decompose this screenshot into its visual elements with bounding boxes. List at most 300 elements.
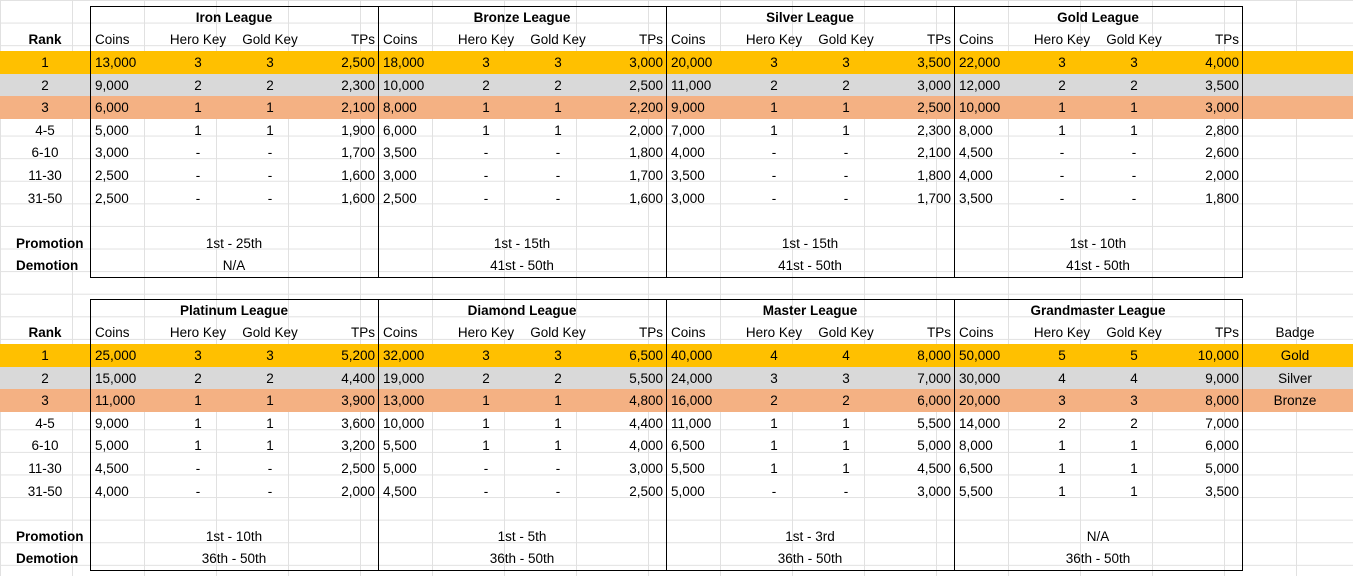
column-header[interactable]: TPs [638,32,663,48]
rank-cell[interactable]: 2 [41,370,49,386]
reward-cell[interactable]: 2,500 [95,190,129,206]
reward-cell[interactable]: 4,000 [959,167,993,183]
reward-cell[interactable]: - [483,167,489,183]
league-title[interactable]: Gold League [1057,9,1139,25]
column-header[interactable]: Hero Key [745,325,803,341]
reward-cell[interactable]: - [771,190,777,206]
reward-cell[interactable]: 1 [194,100,202,116]
league-title[interactable]: Iron League [195,9,273,25]
reward-cell[interactable]: 8,000 [959,122,993,138]
reward-cell[interactable]: 1 [554,438,562,454]
reward-cell[interactable]: 5,000 [671,483,705,499]
reward-cell[interactable]: - [1131,145,1137,161]
reward-cell[interactable]: - [771,483,777,499]
reward-cell[interactable]: 3 [770,370,778,386]
reward-cell[interactable]: 2 [1058,77,1066,93]
rank-cell[interactable]: 11-30 [28,460,62,476]
reward-cell[interactable]: - [843,145,849,161]
reward-cell[interactable]: - [843,190,849,206]
reward-cell[interactable]: 1 [842,122,850,138]
column-header[interactable]: Gold Key [242,325,298,341]
reward-cell[interactable]: 3,000 [671,190,705,206]
reward-cell[interactable]: 8,000 [383,100,417,116]
reward-cell[interactable]: 2,600 [1205,145,1239,161]
reward-cell[interactable]: 2,300 [341,77,375,93]
demotion-range[interactable]: 41st - 50th [490,258,554,274]
reward-cell[interactable]: 1 [554,393,562,409]
reward-cell[interactable]: 1 [266,393,274,409]
reward-cell[interactable]: 11,000 [671,77,712,93]
reward-cell[interactable]: 1 [266,100,274,116]
reward-cell[interactable]: 3 [554,347,562,363]
column-header[interactable]: Hero Key [1033,325,1091,341]
reward-cell[interactable]: 1,800 [629,145,663,161]
reward-cell[interactable]: 5,500 [383,438,417,454]
reward-cell[interactable]: - [555,145,561,161]
reward-cell[interactable]: 2 [266,370,274,386]
column-header[interactable]: Gold Key [1106,32,1162,48]
reward-cell[interactable]: 2 [770,77,778,93]
reward-cell[interactable]: 1 [1058,122,1066,138]
reward-cell[interactable]: 1 [554,415,562,431]
reward-cell[interactable]: 5,000 [95,122,129,138]
reward-cell[interactable]: 3,500 [383,145,417,161]
promotion-range[interactable]: N/A [1086,528,1110,544]
reward-cell[interactable]: 10,000 [1197,347,1239,363]
column-header[interactable]: Hero Key [457,32,515,48]
reward-cell[interactable]: 5,000 [383,460,417,476]
reward-cell[interactable]: 13,000 [383,393,425,409]
rank-cell[interactable]: 3 [41,100,49,116]
reward-cell[interactable]: 1 [1058,460,1066,476]
rank-cell[interactable]: 6-10 [31,438,59,454]
column-header[interactable]: Gold Key [242,32,298,48]
column-header[interactable]: Gold Key [818,32,874,48]
promotion-range[interactable]: 1st - 10th [1069,235,1127,251]
rank-cell[interactable]: 11-30 [28,167,62,183]
reward-cell[interactable]: 1 [770,415,778,431]
reward-cell[interactable]: - [267,167,273,183]
reward-cell[interactable]: 3 [1130,54,1138,70]
promotion-range[interactable]: 1st - 5th [497,528,547,544]
reward-cell[interactable]: 10,000 [383,77,425,93]
demotion-range[interactable]: 36th - 50th [201,551,267,567]
reward-cell[interactable]: 1,700 [629,167,663,183]
column-header[interactable]: TPs [926,32,951,48]
reward-cell[interactable]: 6,000 [383,122,417,138]
column-header[interactable]: Hero Key [169,32,227,48]
reward-cell[interactable]: 1 [1130,122,1138,138]
reward-cell[interactable]: 1 [770,122,778,138]
column-header[interactable]: Coins [95,325,130,341]
reward-cell[interactable]: 4,500 [959,145,993,161]
reward-cell[interactable]: 4 [1130,370,1138,386]
reward-cell[interactable]: 3 [266,347,274,363]
reward-cell[interactable]: 3,000 [95,145,129,161]
reward-cell[interactable]: 3 [482,54,490,70]
reward-cell[interactable]: 6,000 [95,100,129,116]
reward-cell[interactable]: 1,700 [341,145,375,161]
reward-cell[interactable]: 10,000 [959,100,1001,116]
reward-cell[interactable]: 3 [554,54,562,70]
league-title[interactable]: Master League [762,302,858,318]
reward-cell[interactable]: 3,500 [671,167,705,183]
reward-cell[interactable]: 4,500 [95,460,129,476]
reward-cell[interactable]: 1 [266,415,274,431]
reward-cell[interactable]: - [555,190,561,206]
reward-cell[interactable]: 4,000 [95,483,129,499]
reward-cell[interactable]: 3 [266,54,274,70]
demotion-label[interactable]: Demotion [16,551,79,567]
reward-cell[interactable]: 3,000 [629,460,663,476]
reward-cell[interactable]: 5,500 [671,460,705,476]
reward-cell[interactable]: 13,000 [95,54,137,70]
reward-cell[interactable]: 11,000 [671,415,712,431]
reward-cell[interactable]: 1 [1130,483,1138,499]
rank-cell[interactable]: 31-50 [27,483,63,499]
reward-cell[interactable]: 1 [1058,483,1066,499]
reward-cell[interactable]: - [555,167,561,183]
reward-cell[interactable]: 3 [194,54,202,70]
column-header[interactable]: Coins [383,325,418,341]
badge-cell[interactable]: Gold [1280,347,1310,363]
reward-cell[interactable]: 4,000 [1205,54,1239,70]
reward-cell[interactable]: 2,100 [917,145,951,161]
reward-cell[interactable]: 1 [266,438,274,454]
reward-cell[interactable]: 8,000 [959,438,993,454]
rank-cell[interactable]: 1 [41,54,49,70]
column-header[interactable]: Coins [959,325,994,341]
reward-cell[interactable]: 2,800 [1205,122,1239,138]
demotion-range[interactable]: 36th - 50th [777,551,843,567]
reward-cell[interactable]: 2 [1130,415,1138,431]
column-header[interactable]: TPs [926,325,951,341]
reward-cell[interactable]: 3,900 [341,393,375,409]
reward-cell[interactable]: 1 [194,415,202,431]
reward-cell[interactable]: - [771,167,777,183]
reward-cell[interactable]: 9,000 [95,77,129,93]
reward-cell[interactable]: 4,000 [629,438,663,454]
reward-cell[interactable]: 1 [1130,438,1138,454]
column-header[interactable]: Hero Key [169,325,227,341]
reward-cell[interactable]: 1 [770,100,778,116]
rank-cell[interactable]: 6-10 [31,145,59,161]
column-header[interactable]: Coins [671,325,706,341]
reward-cell[interactable]: 1,800 [1205,190,1239,206]
reward-cell[interactable]: - [555,460,561,476]
reward-cell[interactable]: 6,000 [917,393,951,409]
reward-cell[interactable]: 6,500 [959,460,993,476]
reward-cell[interactable]: 3,500 [1205,77,1239,93]
reward-cell[interactable]: 2 [194,370,202,386]
reward-cell[interactable]: - [555,483,561,499]
reward-cell[interactable]: 4,500 [383,483,417,499]
reward-cell[interactable]: 2,500 [629,77,663,93]
reward-cell[interactable]: 1 [770,460,778,476]
reward-cell[interactable]: 5 [1130,347,1138,363]
reward-cell[interactable]: 1,600 [341,167,375,183]
reward-cell[interactable]: 18,000 [383,54,425,70]
reward-cell[interactable]: 20,000 [671,54,713,70]
reward-cell[interactable]: 3 [842,54,850,70]
reward-cell[interactable]: 2 [1058,415,1066,431]
reward-cell[interactable]: 3 [1130,393,1138,409]
reward-cell[interactable]: 1 [482,100,490,116]
promotion-range[interactable]: 1st - 15th [781,235,839,251]
reward-cell[interactable]: 2 [266,77,274,93]
reward-cell[interactable]: 6,000 [1205,438,1239,454]
column-header[interactable]: TPs [1214,325,1239,341]
column-header[interactable]: Coins [959,32,994,48]
league-title[interactable]: Diamond League [467,302,577,318]
column-header[interactable]: TPs [350,325,375,341]
reward-cell[interactable]: 3,600 [341,415,375,431]
reward-cell[interactable]: - [483,190,489,206]
reward-cell[interactable]: 2,500 [629,483,663,499]
reward-cell[interactable]: - [843,483,849,499]
reward-cell[interactable]: 3 [770,54,778,70]
reward-cell[interactable]: 3,000 [917,77,951,93]
rank-cell[interactable]: 31-50 [27,190,63,206]
column-header[interactable]: TPs [350,32,375,48]
reward-cell[interactable]: 25,000 [95,347,137,363]
reward-cell[interactable]: 1,700 [917,190,951,206]
reward-cell[interactable]: 3,000 [629,54,663,70]
promotion-range[interactable]: 1st - 10th [205,528,263,544]
reward-cell[interactable]: 12,000 [959,77,1001,93]
column-header[interactable]: Coins [671,32,706,48]
demotion-label[interactable]: Demotion [16,258,79,274]
reward-cell[interactable]: 1 [842,438,850,454]
rank-cell[interactable]: 4-5 [35,122,55,138]
reward-cell[interactable]: 1 [1058,100,1066,116]
reward-cell[interactable]: 1 [194,438,202,454]
reward-cell[interactable]: 1,600 [629,190,663,206]
column-header[interactable]: Hero Key [457,325,515,341]
reward-cell[interactable]: 2,500 [917,100,951,116]
promotion-range[interactable]: 1st - 3rd [785,528,835,544]
column-header[interactable]: Hero Key [745,32,803,48]
badge-header[interactable]: Badge [1275,325,1315,341]
league-title[interactable]: Silver League [766,9,854,25]
reward-cell[interactable]: 2 [770,393,778,409]
reward-cell[interactable]: - [195,483,201,499]
reward-cell[interactable]: 22,000 [959,54,1001,70]
reward-cell[interactable]: - [843,167,849,183]
reward-cell[interactable]: - [267,483,273,499]
reward-cell[interactable]: 5,000 [917,438,951,454]
reward-cell[interactable]: 2 [194,77,202,93]
reward-cell[interactable]: 3 [1058,54,1066,70]
demotion-range[interactable]: N/A [222,258,246,274]
reward-cell[interactable]: - [267,190,273,206]
reward-cell[interactable]: 40,000 [671,347,713,363]
reward-cell[interactable]: 2 [482,77,490,93]
reward-cell[interactable]: 4,400 [341,370,375,386]
league-title[interactable]: Grandmaster League [1030,302,1166,318]
reward-cell[interactable]: 1 [1130,100,1138,116]
reward-cell[interactable]: 6,500 [671,438,705,454]
reward-cell[interactable]: 9,000 [1205,370,1239,386]
demotion-range[interactable]: 41st - 50th [778,258,842,274]
reward-cell[interactable]: 5 [1058,347,1066,363]
reward-cell[interactable]: 2,100 [341,100,375,116]
reward-cell[interactable]: 14,000 [959,415,1001,431]
reward-cell[interactable]: 2 [554,370,562,386]
reward-cell[interactable]: 19,000 [383,370,425,386]
reward-cell[interactable]: 50,000 [959,347,1001,363]
reward-cell[interactable]: 2,500 [341,54,375,70]
reward-cell[interactable]: 3,000 [383,167,417,183]
reward-cell[interactable]: 1,600 [341,190,375,206]
column-header[interactable]: Coins [383,32,418,48]
reward-cell[interactable]: - [483,460,489,476]
reward-cell[interactable]: 5,500 [629,370,663,386]
reward-cell[interactable]: 5,500 [917,415,951,431]
reward-cell[interactable]: 3 [194,347,202,363]
reward-cell[interactable]: 2 [842,77,850,93]
reward-cell[interactable]: 5,000 [95,438,129,454]
reward-cell[interactable]: 3,500 [1205,483,1239,499]
reward-cell[interactable]: 4 [770,347,778,363]
reward-cell[interactable]: 3,000 [917,483,951,499]
reward-cell[interactable]: 1 [194,393,202,409]
promotion-label[interactable]: Promotion [16,235,84,251]
reward-cell[interactable]: - [1059,190,1065,206]
reward-cell[interactable]: 32,000 [383,347,425,363]
league-title[interactable]: Bronze League [473,9,571,25]
demotion-range[interactable]: 41st - 50th [1066,258,1130,274]
rank-header[interactable]: Rank [28,325,62,341]
reward-cell[interactable]: 1 [482,122,490,138]
reward-cell[interactable]: 1 [1130,460,1138,476]
reward-cell[interactable]: 5,500 [959,483,993,499]
reward-cell[interactable]: 16,000 [671,393,713,409]
reward-cell[interactable]: 9,000 [95,415,129,431]
reward-cell[interactable]: 2,000 [1205,167,1239,183]
reward-cell[interactable]: 4,400 [629,415,663,431]
reward-cell[interactable]: 2 [554,77,562,93]
reward-cell[interactable]: - [1131,190,1137,206]
reward-cell[interactable]: 1 [842,460,850,476]
reward-cell[interactable]: 5,200 [341,347,375,363]
reward-cell[interactable]: 4 [1058,370,1066,386]
reward-cell[interactable]: 2,000 [341,483,375,499]
column-header[interactable]: Gold Key [530,325,586,341]
reward-cell[interactable]: 4,000 [671,145,705,161]
rank-cell[interactable]: 1 [41,347,49,363]
reward-cell[interactable]: 2,000 [629,122,663,138]
reward-cell[interactable]: 2 [842,393,850,409]
reward-cell[interactable]: 11,000 [95,393,136,409]
reward-cell[interactable]: 1 [554,100,562,116]
reward-cell[interactable]: - [483,145,489,161]
reward-cell[interactable]: 7,000 [1205,415,1239,431]
column-header[interactable]: Coins [95,32,130,48]
reward-cell[interactable]: 1,800 [917,167,951,183]
reward-cell[interactable]: 1 [554,122,562,138]
reward-cell[interactable]: 1 [266,122,274,138]
badge-cell[interactable]: Silver [1278,370,1312,386]
reward-cell[interactable]: 3,200 [341,438,375,454]
reward-cell[interactable]: 10,000 [383,415,425,431]
promotion-label[interactable]: Promotion [16,528,84,544]
reward-cell[interactable]: 2 [1130,77,1138,93]
promotion-range[interactable]: 1st - 25th [205,235,263,251]
reward-cell[interactable]: - [483,483,489,499]
reward-cell[interactable]: 1 [842,415,850,431]
reward-cell[interactable]: 15,000 [95,370,137,386]
reward-cell[interactable]: 8,000 [917,347,951,363]
reward-cell[interactable]: 6,500 [629,347,663,363]
reward-cell[interactable]: 4,500 [917,460,951,476]
reward-cell[interactable]: - [195,145,201,161]
reward-cell[interactable]: 30,000 [959,370,1001,386]
reward-cell[interactable]: - [267,460,273,476]
rank-cell[interactable]: 4-5 [35,415,55,431]
reward-cell[interactable]: 24,000 [671,370,713,386]
reward-cell[interactable]: 1 [482,393,490,409]
reward-cell[interactable]: 3 [842,370,850,386]
reward-cell[interactable]: 4 [842,347,850,363]
reward-cell[interactable]: 7,000 [917,370,951,386]
reward-cell[interactable]: 1 [194,122,202,138]
reward-cell[interactable]: 1 [482,415,490,431]
reward-cell[interactable]: 1 [770,438,778,454]
reward-cell[interactable]: 2,500 [341,460,375,476]
demotion-range[interactable]: 36th - 50th [1065,551,1131,567]
league-title[interactable]: Platinum League [179,302,289,318]
column-header[interactable]: Gold Key [530,32,586,48]
reward-cell[interactable]: 2,500 [383,190,417,206]
reward-cell[interactable]: 7,000 [671,122,705,138]
reward-cell[interactable]: - [195,460,201,476]
reward-cell[interactable]: 2,500 [95,167,129,183]
rank-header[interactable]: Rank [28,32,62,48]
rank-cell[interactable]: 3 [41,393,49,409]
reward-cell[interactable]: 2 [482,370,490,386]
reward-cell[interactable]: 8,000 [1205,393,1239,409]
reward-cell[interactable]: - [771,145,777,161]
reward-cell[interactable]: 3,000 [1205,100,1239,116]
reward-cell[interactable]: - [195,190,201,206]
reward-cell[interactable]: 3,500 [959,190,993,206]
reward-cell[interactable]: 4,800 [629,393,663,409]
reward-cell[interactable]: 5,000 [1205,460,1239,476]
reward-cell[interactable]: 1,900 [341,122,375,138]
reward-cell[interactable]: - [1059,145,1065,161]
promotion-range[interactable]: 1st - 15th [493,235,551,251]
reward-cell[interactable]: - [1059,167,1065,183]
reward-cell[interactable]: 3 [482,347,490,363]
badge-cell[interactable]: Bronze [1273,393,1317,409]
reward-cell[interactable]: 1 [842,100,850,116]
reward-cell[interactable]: 2,300 [917,122,951,138]
reward-cell[interactable]: 20,000 [959,393,1001,409]
reward-cell[interactable]: 1 [1058,438,1066,454]
reward-cell[interactable]: 2,200 [629,100,663,116]
column-header[interactable]: Gold Key [818,325,874,341]
reward-cell[interactable]: - [267,145,273,161]
reward-cell[interactable]: - [195,167,201,183]
demotion-range[interactable]: 36th - 50th [489,551,555,567]
reward-cell[interactable]: 3 [1058,393,1066,409]
column-header[interactable]: Gold Key [1106,325,1162,341]
column-header[interactable]: Hero Key [1033,32,1091,48]
reward-cell[interactable]: 9,000 [671,100,705,116]
reward-cell[interactable]: 1 [482,438,490,454]
column-header[interactable]: TPs [638,325,663,341]
